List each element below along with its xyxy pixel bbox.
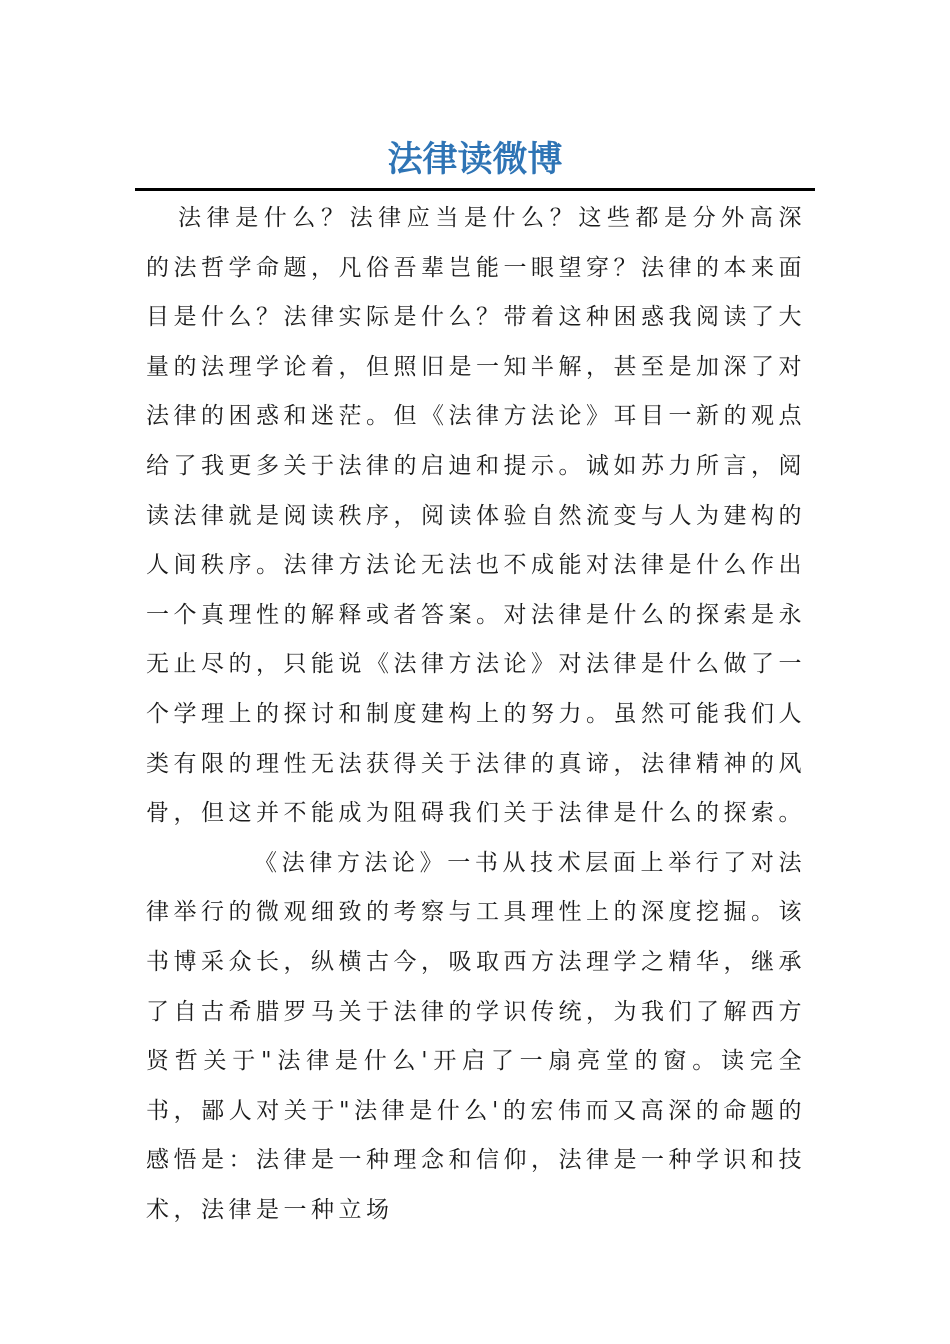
- title-divider: [135, 188, 815, 191]
- document-title: 法律读微博: [387, 139, 563, 180]
- paragraph: 法律是什么？法律应当是什么？这些都是分外高深的法哲学命题，凡俗吾辈岂能一眼望穿？法律的本来面目是什么？法律实际是什么？带着这种困惑我阅读了大量的法理学论着，但照旧是一知半解，甚至是加深了对法律的困惑和迷茫。但《法律方法论》耳目一新的观点给了我更多关于法律的启迪和提示。诚如苏力所言，阅读法律就是阅读秩序，阅读体验自然流变与人为建构的人间秩序。法律方法论无法也不成能对法律是什么作出一个真理性的解释或者答案。对法律是什么的探索是永无止尽的，只能说《法律方法论》对法律是什么做了一个学理上的探讨和制度建构上的努力。虽然可能我们人类有限的理性无法获得关于法律的真谛，法律精神的风骨，但这并不能成为阻碍我们关于法律是什么的探索。: [146, 205, 806, 827]
- document-body: [146, 194, 806, 1235]
- paragraph: 《法律方法论》一书从技术层面上举行了对法律举行的微观细致的考察与工具理性上的深度挖掘。该书博采众长，纵横古今，吸取西方法理学之精华，继承了自古希腊罗马关于法律的学识传统，为我们了解西方贤哲关于"法律是什么'开启了一扇亮堂的窗。读完全书，鄙人对关于"法律是什么'的宏伟而又高深的命题的感悟是：法律是一种理念和信仰，法律是一种学识和技术，法律是一种立场: [146, 849, 806, 1223]
